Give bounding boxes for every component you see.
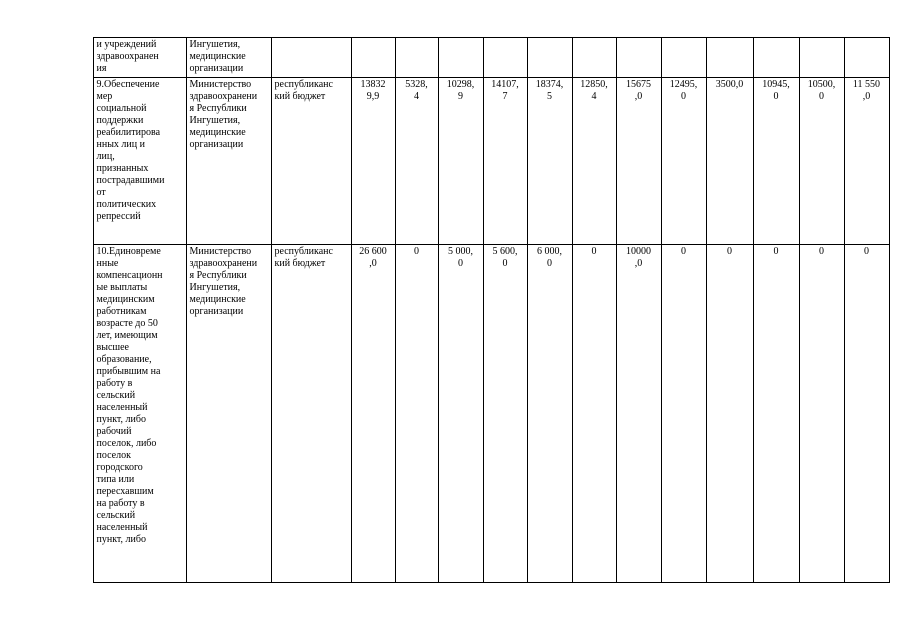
amount-cell bbox=[706, 38, 753, 78]
program-funding-table bbox=[86, 37, 890, 583]
amount-cell bbox=[844, 38, 889, 78]
funding-source-cell: республиканс кий бюджет bbox=[271, 78, 351, 245]
amount-cell: 10000 ,0 bbox=[616, 245, 661, 583]
amount-cell bbox=[351, 38, 395, 78]
amount-cell: 12850, 4 bbox=[572, 78, 616, 245]
funding-source-cell: республиканс кий бюджет bbox=[271, 245, 351, 583]
amount-cell bbox=[527, 38, 572, 78]
amount-cell: 0 bbox=[661, 245, 706, 583]
amount-cell: 10298, 9 bbox=[438, 78, 483, 245]
amount-cell: 13832 9,9 bbox=[351, 78, 395, 245]
amount-cell: 10500, 0 bbox=[799, 78, 844, 245]
activity-cell: 9.Обеспечение мер социальной поддержки реабилитирова нных лиц и лиц, признанных пострадавшими от политических репрессий bbox=[93, 78, 186, 245]
amount-cell: 5328, 4 bbox=[395, 78, 438, 245]
executor-cell: Ингушетия, медицинские организации bbox=[186, 38, 271, 78]
amount-cell bbox=[572, 38, 616, 78]
executor-cell: Министерство здравоохранени я Республики Ингушетия, медицинские организации bbox=[186, 78, 271, 245]
row-spacer bbox=[86, 78, 93, 245]
amount-cell bbox=[616, 38, 661, 78]
amount-cell: 0 bbox=[395, 245, 438, 583]
amount-cell: 0 bbox=[799, 245, 844, 583]
amount-cell bbox=[395, 38, 438, 78]
amount-cell: 5 600, 0 bbox=[483, 245, 527, 583]
amount-cell: 18374, 5 bbox=[527, 78, 572, 245]
funding-source-cell bbox=[271, 38, 351, 78]
amount-cell: 11 550 ,0 bbox=[844, 78, 889, 245]
activity-cell: и учреждений здравоохранен ия bbox=[93, 38, 186, 78]
amount-cell: 6 000, 0 bbox=[527, 245, 572, 583]
row-spacer bbox=[86, 38, 93, 78]
row-spacer bbox=[86, 245, 93, 583]
amount-cell: 0 bbox=[753, 245, 799, 583]
amount-cell: 12495, 0 bbox=[661, 78, 706, 245]
amount-cell: 0 bbox=[572, 245, 616, 583]
amount-cell: 15675 ,0 bbox=[616, 78, 661, 245]
amount-cell bbox=[753, 38, 799, 78]
table-row bbox=[86, 78, 889, 245]
amount-cell: 3500,0 bbox=[706, 78, 753, 245]
table-row bbox=[86, 38, 889, 78]
amount-cell: 5 000, 0 bbox=[438, 245, 483, 583]
amount-cell: 0 bbox=[844, 245, 889, 583]
amount-cell: 26 600 ,0 bbox=[351, 245, 395, 583]
amount-cell bbox=[661, 38, 706, 78]
amount-cell: 0 bbox=[706, 245, 753, 583]
table-row bbox=[86, 245, 889, 583]
amount-cell bbox=[438, 38, 483, 78]
amount-cell: 10945, 0 bbox=[753, 78, 799, 245]
amount-cell: 14107, 7 bbox=[483, 78, 527, 245]
activity-cell: 10.Единовреме нные компенсационн ые выплаты медицинским работникам возрасте до 50 лет, имеющим высшее образование, прибывшим на работу в сельский населенный пункт, либо рабочий поселок, либо поселок городского типа или пересхавшим на работу в сельский населенный пункт, либо bbox=[93, 245, 186, 583]
executor-cell: Министерство здравоохранени я Республики Ингушетия, медицинские организации bbox=[186, 245, 271, 583]
amount-cell bbox=[483, 38, 527, 78]
amount-cell bbox=[799, 38, 844, 78]
